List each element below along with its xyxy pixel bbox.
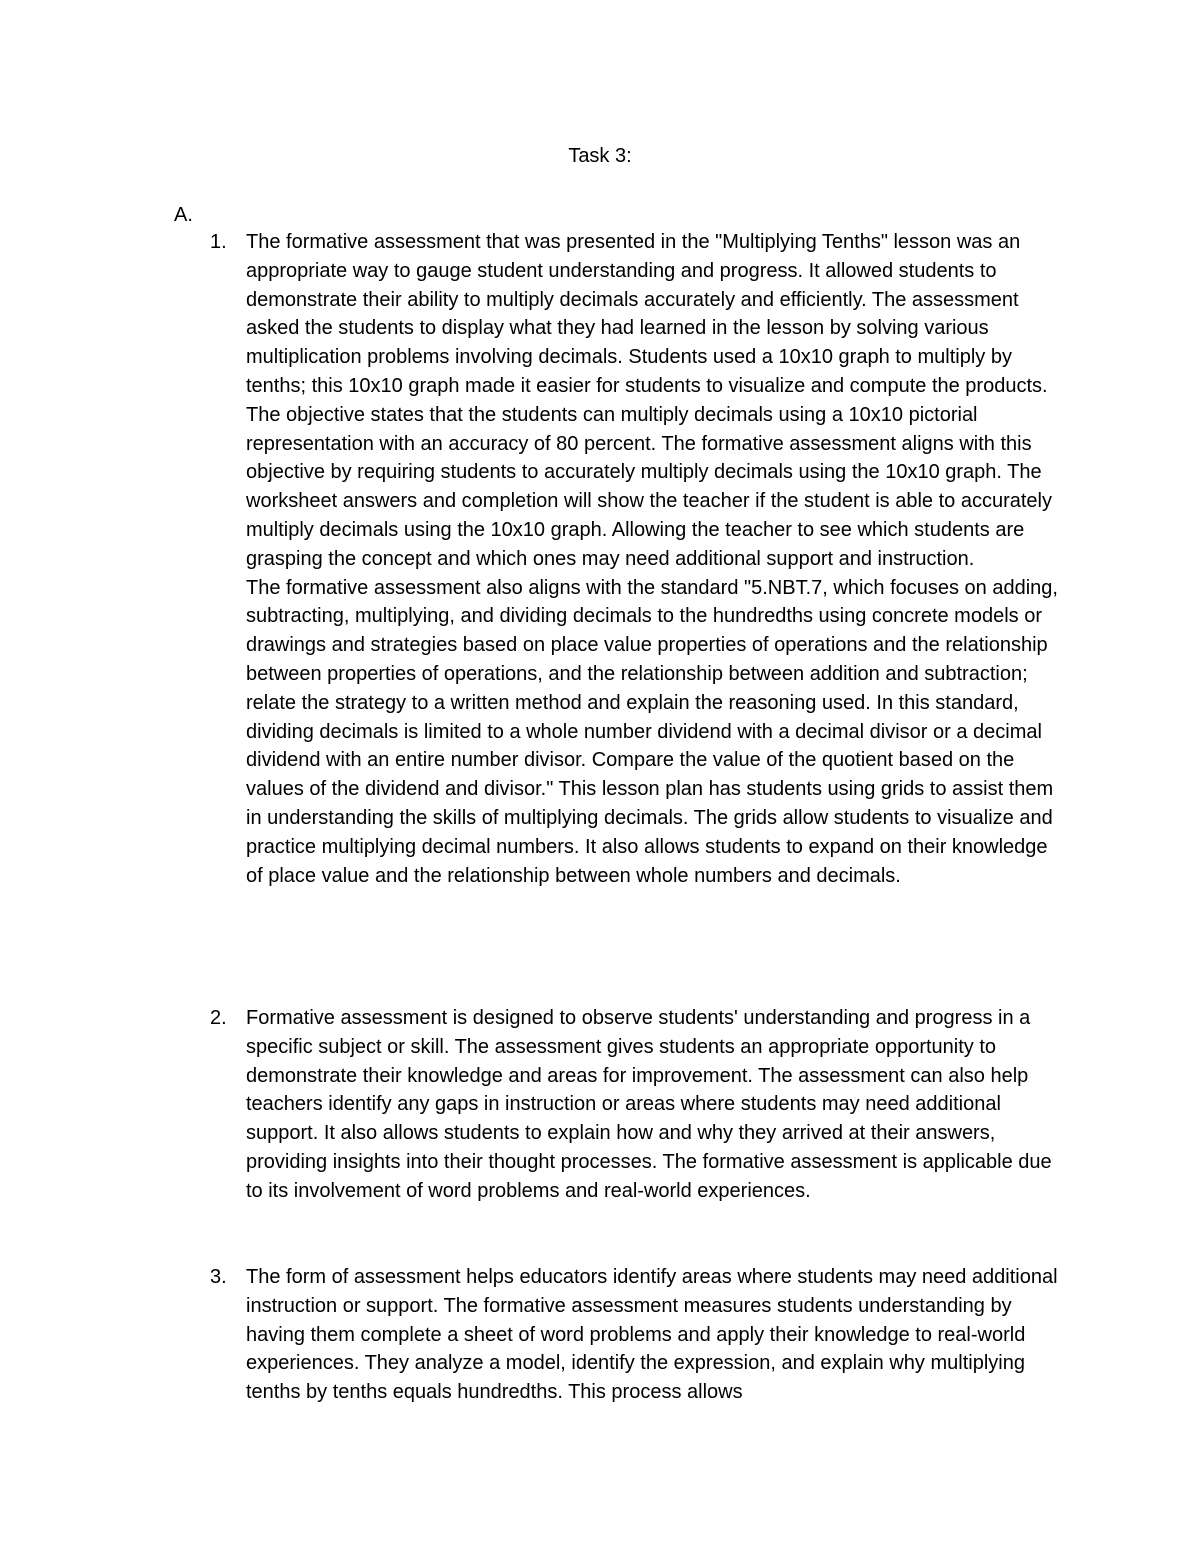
page-title: Task 3: <box>568 145 632 167</box>
list-item-number: 3. <box>210 1266 227 1288</box>
paragraph: The form of assessment helps educators identify areas where students may need additional instruction or support. The formative assessment measures students understanding by having them complete a sheet of word problems and apply their knowledge to real-world experiences. They analyze a model, identify the expression, and explain why multiplying tenths by tenths equals hundredths. This process allows <box>246 1266 1058 1404</box>
section-label: A. <box>174 204 193 226</box>
list-item-3 <box>210 1263 1058 1407</box>
list-item-number: 1. <box>210 231 227 253</box>
list-item-2 <box>210 1004 1058 1206</box>
paragraph: Formative assessment is designed to observe students' understanding and progress in a specific subject or skill. The assessment gives students an appropriate opportunity to demonstrate their knowledge and areas for improvement. The assessment can also help teachers identify any gaps in instruction or areas where students may need additional support. It also allows students to explain how and why they arrived at their answers, providing insights into their thought processes. The formative assessment is applicable due to its involvement of word problems and real-world experiences. <box>246 1007 1052 1202</box>
paragraph: The formative assessment that was presented in the "Multiplying Tenths" lesson was an appropriate way to gauge student understanding and progress. It allowed students to demonstrate their ability to multiply decimals accurately and efficiently. The assessment asked the students to display what they had learned in the lesson by solving various multiplication problems involving decimals. Students used a 10x10 graph to multiply by tenths; this 10x10 graph made it easier for students to visualize and compute the products. The objective states that the students can multiply decimals using a 10x10 pictorial representation with an accuracy of 80 percent. The formative assessment aligns with this objective by requiring students to accurately multiply decimals using the 10x10 graph. The worksheet answers and completion will show the teacher if the student is able to accurately multiply decimals using the 10x10 graph. Allowing the teacher to see which students are grasping the concept and which ones may need additional support and instruction. <box>246 231 1052 570</box>
list-item-1 <box>210 228 1058 890</box>
paragraph: The formative assessment also aligns with the standard "5.NBT.7, which focuses on adding, subtracting, multiplying, and dividing decimals to the hundredths using concrete models or drawings and strategies based on place value properties of operations and the relationship between properties of operations, and the relationship between addition and subtraction; relate the strategy to a written method and explain the reasoning used. In this standard, dividing decimals is limited to a whole number dividend with a decimal divisor or a decimal dividend with an entire number divisor. Compare the value of the quotient based on the values of the dividend and divisor." This lesson plan has students using grids to assist them in understanding the skills of multiplying decimals. The grids allow students to visualize and practice multiplying decimal numbers. It also allows students to expand on their knowledge of place value and the relationship between whole numbers and decimals. <box>246 576 1058 887</box>
list-item-number: 2. <box>210 1007 227 1029</box>
